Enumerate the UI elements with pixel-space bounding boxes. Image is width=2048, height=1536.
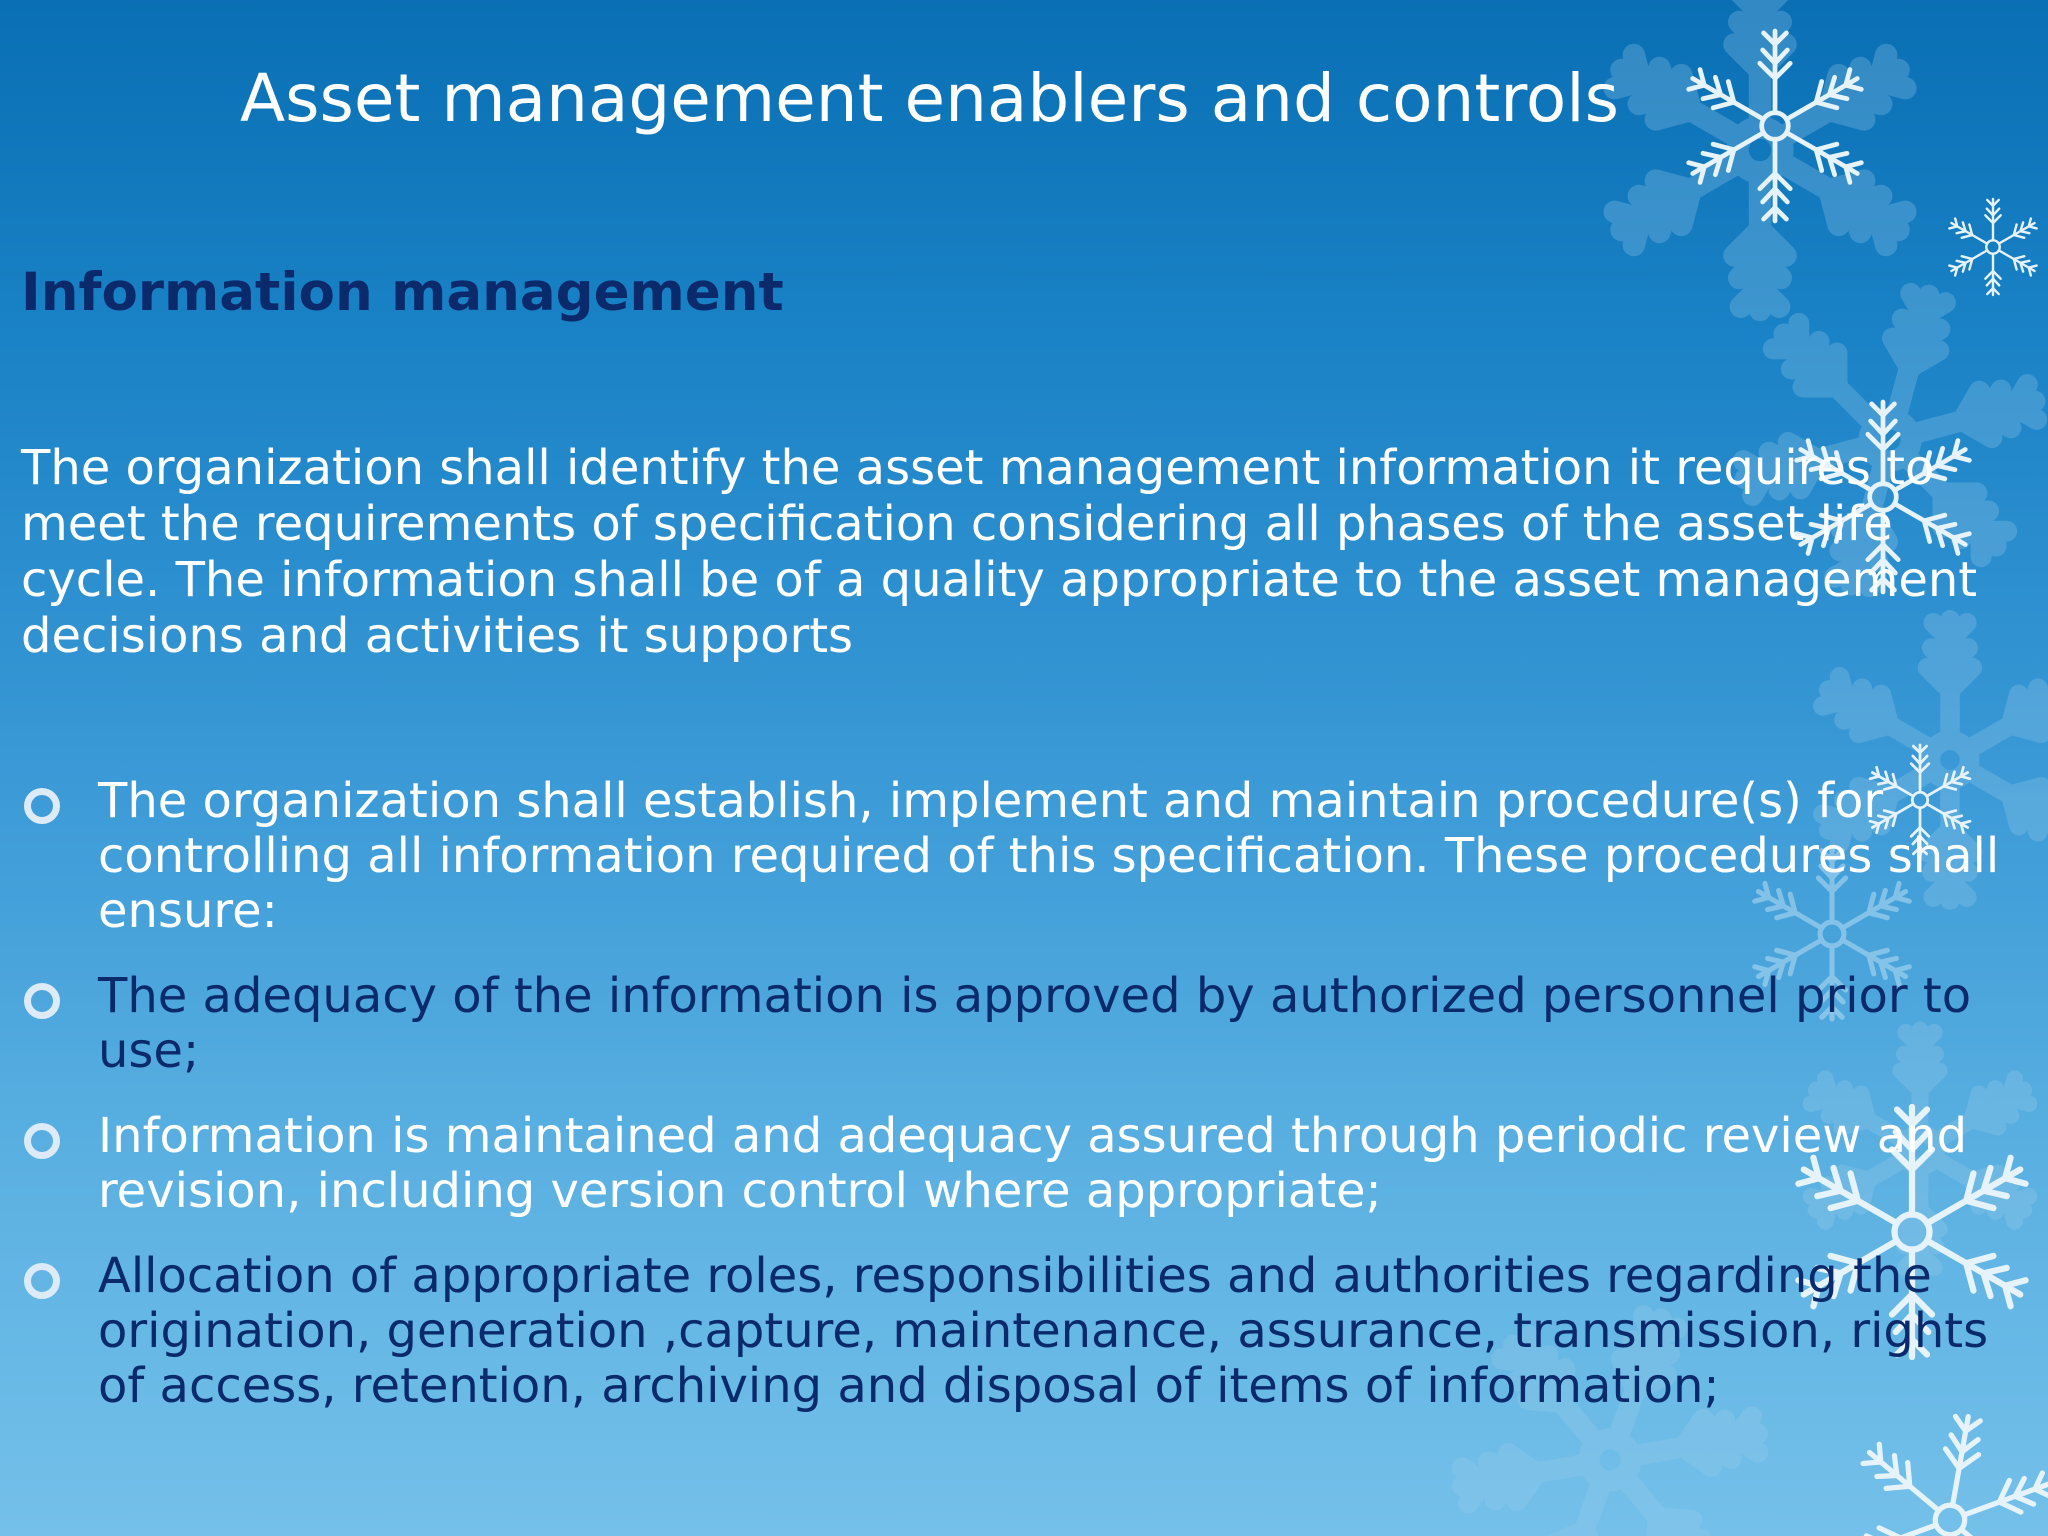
bullet-text: The organization shall establish, implement and maintain procedure(s) for controlling all information required of this specification. These procedures shall ensure: — [98, 773, 2000, 939]
snowflake-icon — [1948, 199, 2039, 295]
bullet-circle-icon — [24, 1263, 60, 1299]
slide-title: Asset management enablers and controls — [240, 60, 1620, 137]
section-heading: Information management — [21, 262, 784, 323]
list-item — [0, 969, 2000, 1079]
list-item — [0, 774, 2000, 939]
intro-paragraph: The organization shall identify the asset management information it requires to meet the requirements of specification considering all phases of the asset life cycle. The information shall be of a quality appropriate to the asset management decisions and activities it supports — [21, 440, 1978, 664]
list-item — [0, 1109, 2000, 1219]
bullet-text: Allocation of appropriate roles, responsibilities and authorities regarding the origination, generation ,capture, maintenance, assurance, transmission, rights of access, retention, archiving and disposal of items of information; — [98, 1248, 1989, 1414]
bullet-circle-icon — [24, 1123, 60, 1159]
bullet-list — [0, 774, 2000, 1444]
bullet-text: The adequacy of the information is approved by authorized personnel prior to use; — [98, 968, 1972, 1079]
bullet-text: Information is maintained and adequacy assured through periodic review and revision, including version control where appropriate; — [98, 1108, 1968, 1219]
list-item — [0, 1249, 2000, 1414]
bullet-circle-icon — [24, 788, 60, 824]
bullet-circle-icon — [24, 983, 60, 1019]
